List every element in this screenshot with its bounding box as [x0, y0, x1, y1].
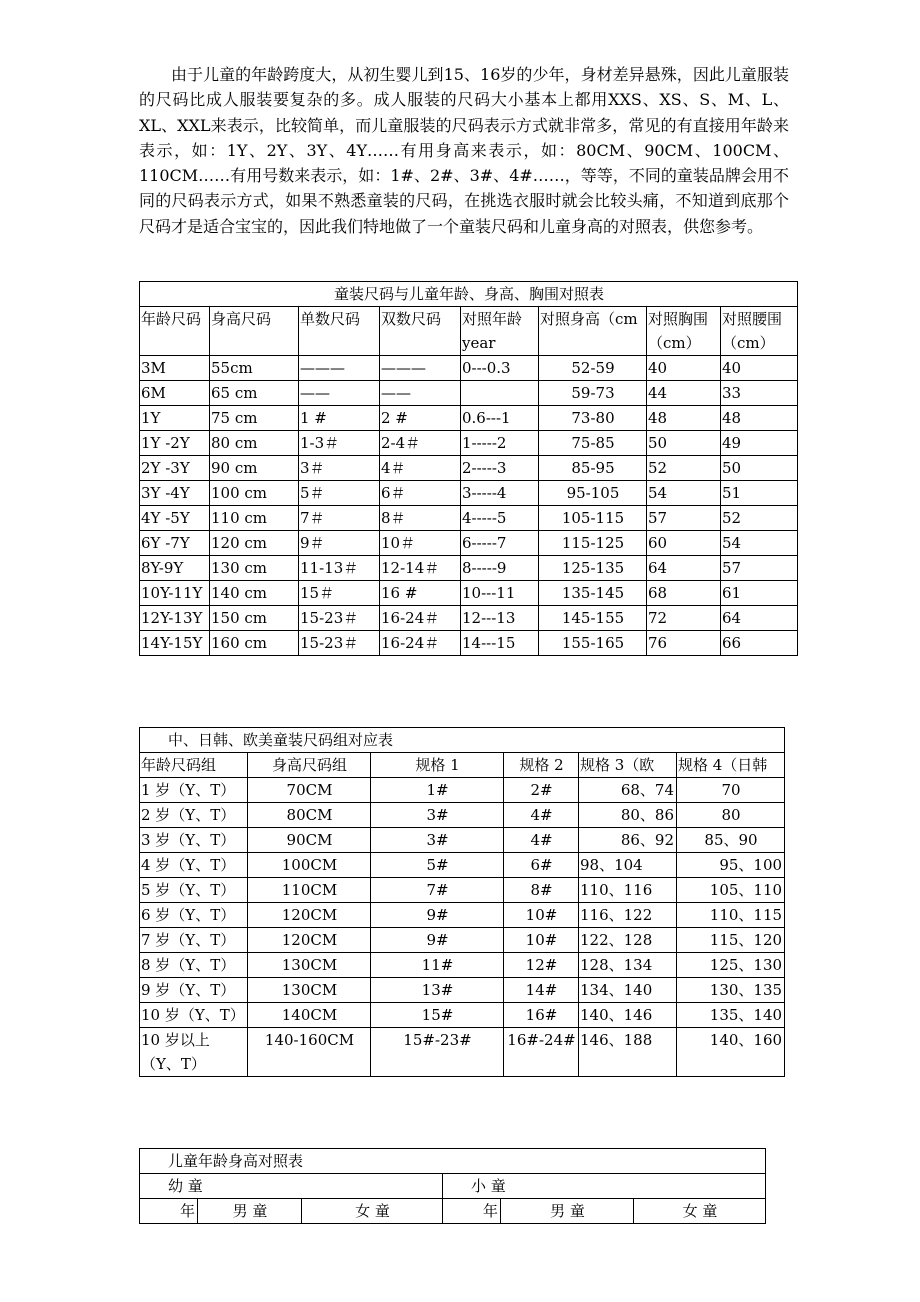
- table-cell: 90CM: [248, 828, 371, 853]
- table-cell: 52: [647, 456, 721, 481]
- table-cell: 3 岁（Y、T）: [140, 828, 248, 853]
- table-cell: 3Y -4Y: [140, 481, 210, 506]
- table-cell: 1-----2: [461, 431, 539, 456]
- table-cell: 8 岁（Y、T）: [140, 953, 248, 978]
- table-cell: 3＃: [299, 456, 380, 481]
- table-cell: 6＃: [380, 481, 461, 506]
- table-cell: 14Y-15Y: [140, 631, 210, 656]
- table-row: [140, 431, 798, 456]
- table-row: [140, 356, 798, 381]
- table-cell: 16-24＃: [380, 606, 461, 631]
- table-cell: 70: [677, 778, 785, 803]
- table-cell: 1-3＃: [299, 431, 380, 456]
- group-child: 小 童: [443, 1174, 766, 1199]
- table-cell: 14---15: [461, 631, 539, 656]
- table-cell: 10#: [504, 903, 579, 928]
- table-cell: 2 岁（Y、T）: [140, 803, 248, 828]
- table-cell: 155-165: [539, 631, 647, 656]
- table-cell: 4＃: [380, 456, 461, 481]
- table-cell: 128、134: [579, 953, 677, 978]
- table-cell: 55cm: [210, 356, 299, 381]
- table1-header-cell: 对照腰围（cm）: [721, 307, 798, 356]
- table-cell: 12---13: [461, 606, 539, 631]
- table-cell: 95、100: [677, 853, 785, 878]
- col-year: 年: [443, 1199, 501, 1224]
- table1-header-cell: 年龄尺码: [140, 307, 210, 356]
- table-row: [140, 606, 798, 631]
- table-cell: 15＃: [299, 581, 380, 606]
- table-cell: 50: [721, 456, 798, 481]
- table-cell: 73-80: [539, 406, 647, 431]
- table1-title: 童装尺码与儿童年龄、身高、胸围对照表: [140, 282, 798, 307]
- table-cell: 160 cm: [210, 631, 299, 656]
- table-cell: ——: [299, 381, 380, 406]
- col-year: 年: [140, 1199, 198, 1224]
- table-cell: 1Y: [140, 406, 210, 431]
- table-cell: 85、90: [677, 828, 785, 853]
- table-cell: 6Y -7Y: [140, 531, 210, 556]
- col-girl: 女 童: [302, 1199, 443, 1224]
- table-row: [140, 878, 785, 903]
- table1-header-cell: 对照胸围（cm）: [647, 307, 721, 356]
- table-cell: 135、140: [677, 1003, 785, 1028]
- table-cell: 57: [647, 506, 721, 531]
- table-cell: 48: [647, 406, 721, 431]
- table-cell: 105-115: [539, 506, 647, 531]
- table1-header-cell: 双数尺码: [380, 307, 461, 356]
- table-cell: 135-145: [539, 581, 647, 606]
- table-row: [140, 928, 785, 953]
- table-cell: 7#: [371, 878, 504, 903]
- table-cell: 86、92: [579, 828, 677, 853]
- table-row: [140, 903, 785, 928]
- table-cell: 13#: [371, 978, 504, 1003]
- table-row: [140, 953, 785, 978]
- table-cell: 130CM: [248, 953, 371, 978]
- table-cell: 68: [647, 581, 721, 606]
- table-cell: 115-125: [539, 531, 647, 556]
- table-cell: 120CM: [248, 928, 371, 953]
- table-cell: 145-155: [539, 606, 647, 631]
- table-cell: 61: [721, 581, 798, 606]
- table-cell: 5#: [371, 853, 504, 878]
- table-row: [140, 1028, 785, 1077]
- table-cell: 1#: [371, 778, 504, 803]
- table-cell: 5＃: [299, 481, 380, 506]
- table2-header-cell: 规格 2: [504, 753, 579, 778]
- table-cell: 85-95: [539, 456, 647, 481]
- table-cell: 1Y -2Y: [140, 431, 210, 456]
- table-cell: 115、120: [677, 928, 785, 953]
- table-cell: 8＃: [380, 506, 461, 531]
- table-cell: 140、160: [677, 1028, 785, 1077]
- intl-size-group-table: [139, 727, 785, 1077]
- table-cell: 100CM: [248, 853, 371, 878]
- table-cell: 140 cm: [210, 581, 299, 606]
- table2-title: 中、日韩、欧美童装尺码组对应表: [140, 728, 785, 753]
- table-cell: 110CM: [248, 878, 371, 903]
- table-cell: 1 岁（Y、T）: [140, 778, 248, 803]
- table-cell: 2Y -3Y: [140, 456, 210, 481]
- table-cell: 10 岁以上（Y、T）: [140, 1028, 248, 1077]
- table2-header-cell: 规格 4（日韩: [677, 753, 785, 778]
- table-cell: 16#-24#: [504, 1028, 579, 1077]
- intro-paragraph: 由于儿童的年龄跨度大，从初生婴儿到15、16岁的少年，身材差异悬殊，因此儿童服装的尺码比成人服装要复杂的多。成人服装的尺码大小基本上都用XXS、XS、S、M、L、XL、XXL来表示，比较简单，而儿童服装的尺码表示方式就非常多，常见的有直接用年龄来表示，如：1Y、2Y、3Y、4Y……有用身高来表示，如：80CM、90CM、100CM、110CM……有用号数来表示，如：1#、2#、3#、4#……，等等，不同的童装品牌会用不同的尺码表示方式，如果不熟悉童装的尺码，在挑选衣服时就会比较头痛，不知道到底那个尺码才是适合宝宝的，因此我们特地做了一个童装尺码和儿童身高的对照表，供您参考。: [139, 65, 789, 236]
- table-cell: 80CM: [248, 803, 371, 828]
- table-cell: 146、188: [579, 1028, 677, 1077]
- table-cell: 60: [647, 531, 721, 556]
- table-row: [140, 556, 798, 581]
- table-cell: 0---0.3: [461, 356, 539, 381]
- table-cell: 59-73: [539, 381, 647, 406]
- table-cell: 80 cm: [210, 431, 299, 456]
- table-row: [140, 506, 798, 531]
- table-cell: 120 cm: [210, 531, 299, 556]
- table-cell: 10#: [504, 928, 579, 953]
- table-cell: 4Y -5Y: [140, 506, 210, 531]
- table-cell: 48: [721, 406, 798, 431]
- table-cell: 11#: [371, 953, 504, 978]
- table-cell: 4-----5: [461, 506, 539, 531]
- table-row: [140, 803, 785, 828]
- table-cell: 9 岁（Y、T）: [140, 978, 248, 1003]
- table-cell: 15#: [371, 1003, 504, 1028]
- table-cell: 8-----9: [461, 556, 539, 581]
- table-cell: 68、74: [579, 778, 677, 803]
- table-cell: 80、86: [579, 803, 677, 828]
- table-cell: 6 岁（Y、T）: [140, 903, 248, 928]
- table-cell: 90 cm: [210, 456, 299, 481]
- table-cell: 7＃: [299, 506, 380, 531]
- table-cell: 12#: [504, 953, 579, 978]
- table-cell: ———: [380, 356, 461, 381]
- table-cell: 10 岁（Y、T）: [140, 1003, 248, 1028]
- table-cell: ——: [380, 381, 461, 406]
- table-row: [140, 406, 798, 431]
- table-cell: 51: [721, 481, 798, 506]
- table-cell: 4#: [504, 828, 579, 853]
- table-cell: 44: [647, 381, 721, 406]
- table-cell: 6#: [504, 853, 579, 878]
- table-cell: 0.6---1: [461, 406, 539, 431]
- table-cell: 66: [721, 631, 798, 656]
- table-cell: 10＃: [380, 531, 461, 556]
- table-cell: 9#: [371, 928, 504, 953]
- table-cell: 6M: [140, 381, 210, 406]
- table3-title: 儿童年龄身高对照表: [140, 1149, 766, 1174]
- table-row: [140, 978, 785, 1003]
- table-cell: 6-----7: [461, 531, 539, 556]
- table2-header-cell: 年龄尺码组: [140, 753, 248, 778]
- table-cell: 125、130: [677, 953, 785, 978]
- table-cell: 125-135: [539, 556, 647, 581]
- table1-header-cell: 单数尺码: [299, 307, 380, 356]
- table-cell: 3#: [371, 828, 504, 853]
- table-cell: 105、110: [677, 878, 785, 903]
- table-cell: 130 cm: [210, 556, 299, 581]
- table-cell: ———: [299, 356, 380, 381]
- table-row: [140, 853, 785, 878]
- table-cell: 65 cm: [210, 381, 299, 406]
- table-cell: 150 cm: [210, 606, 299, 631]
- table-row: [140, 456, 798, 481]
- table-cell: 52: [721, 506, 798, 531]
- table-cell: [461, 381, 539, 406]
- table-cell: 16-24＃: [380, 631, 461, 656]
- table-cell: 116、122: [579, 903, 677, 928]
- table-cell: 2 #: [380, 406, 461, 431]
- table-cell: 95-105: [539, 481, 647, 506]
- table-cell: 9＃: [299, 531, 380, 556]
- table-cell: 11-13＃: [299, 556, 380, 581]
- table-cell: 80: [677, 803, 785, 828]
- table-cell: 16 #: [380, 581, 461, 606]
- age-height-table: [139, 1148, 766, 1224]
- table-cell: 7 岁（Y、T）: [140, 928, 248, 953]
- table2-header-cell: 规格 3（欧: [579, 753, 677, 778]
- col-boy: 男 童: [198, 1199, 302, 1224]
- table-cell: 12-14＃: [380, 556, 461, 581]
- table-cell: 4 岁（Y、T）: [140, 853, 248, 878]
- table-row: [140, 828, 785, 853]
- table-cell: 12Y-13Y: [140, 606, 210, 631]
- table-row: [140, 1003, 785, 1028]
- table1-header-cell: 对照年龄year: [461, 307, 539, 356]
- table-cell: 98、104: [579, 853, 677, 878]
- col-girl: 女 童: [634, 1199, 766, 1224]
- table-cell: 76: [647, 631, 721, 656]
- table-cell: 40: [647, 356, 721, 381]
- table-cell: 57: [721, 556, 798, 581]
- group-toddler: 幼 童: [140, 1174, 443, 1199]
- table-cell: 8#: [504, 878, 579, 903]
- table-row: [140, 631, 798, 656]
- table-cell: 15#-23#: [371, 1028, 504, 1077]
- table-cell: 54: [647, 481, 721, 506]
- table-cell: 140-160CM: [248, 1028, 371, 1077]
- table-row: [140, 381, 798, 406]
- table-cell: 3-----4: [461, 481, 539, 506]
- table-cell: 110、115: [677, 903, 785, 928]
- table-cell: 64: [647, 556, 721, 581]
- table-cell: 3M: [140, 356, 210, 381]
- table-row: [140, 481, 798, 506]
- table-cell: 110 cm: [210, 506, 299, 531]
- table-cell: 52-59: [539, 356, 647, 381]
- table-cell: 49: [721, 431, 798, 456]
- table-cell: 130CM: [248, 978, 371, 1003]
- table-row: [140, 778, 785, 803]
- table-cell: 54: [721, 531, 798, 556]
- table-cell: 33: [721, 381, 798, 406]
- table-cell: 14#: [504, 978, 579, 1003]
- size-age-height-chest-table: [139, 281, 798, 656]
- table2-header-cell: 规格 1: [371, 753, 504, 778]
- table-cell: 2#: [504, 778, 579, 803]
- table-cell: 72: [647, 606, 721, 631]
- table-cell: 2-4＃: [380, 431, 461, 456]
- table-cell: 4#: [504, 803, 579, 828]
- table-cell: 70CM: [248, 778, 371, 803]
- table-cell: 100 cm: [210, 481, 299, 506]
- table-cell: 10Y-11Y: [140, 581, 210, 606]
- table-cell: 10---11: [461, 581, 539, 606]
- table-cell: 75 cm: [210, 406, 299, 431]
- table-cell: 9#: [371, 903, 504, 928]
- table-cell: 40: [721, 356, 798, 381]
- table-cell: 8Y-9Y: [140, 556, 210, 581]
- table-row: [140, 531, 798, 556]
- table-cell: 1 #: [299, 406, 380, 431]
- table-cell: 15-23＃: [299, 606, 380, 631]
- table-cell: 75-85: [539, 431, 647, 456]
- table-cell: 16#: [504, 1003, 579, 1028]
- table-cell: 110、116: [579, 878, 677, 903]
- table-cell: 2-----3: [461, 456, 539, 481]
- table-cell: 140、146: [579, 1003, 677, 1028]
- table-cell: 3#: [371, 803, 504, 828]
- table-cell: 130、135: [677, 978, 785, 1003]
- table-cell: 122、128: [579, 928, 677, 953]
- table-cell: 64: [721, 606, 798, 631]
- table1-header-cell: 对照身高（cm: [539, 307, 647, 356]
- col-boy: 男 童: [501, 1199, 634, 1224]
- table1-header-cell: 身高尺码: [210, 307, 299, 356]
- table-cell: 50: [647, 431, 721, 456]
- table-row: [140, 581, 798, 606]
- table-cell: 120CM: [248, 903, 371, 928]
- table2-header-cell: 身高尺码组: [248, 753, 371, 778]
- table-cell: 5 岁（Y、T）: [140, 878, 248, 903]
- table-cell: 134、140: [579, 978, 677, 1003]
- table-cell: 140CM: [248, 1003, 371, 1028]
- table-cell: 15-23＃: [299, 631, 380, 656]
